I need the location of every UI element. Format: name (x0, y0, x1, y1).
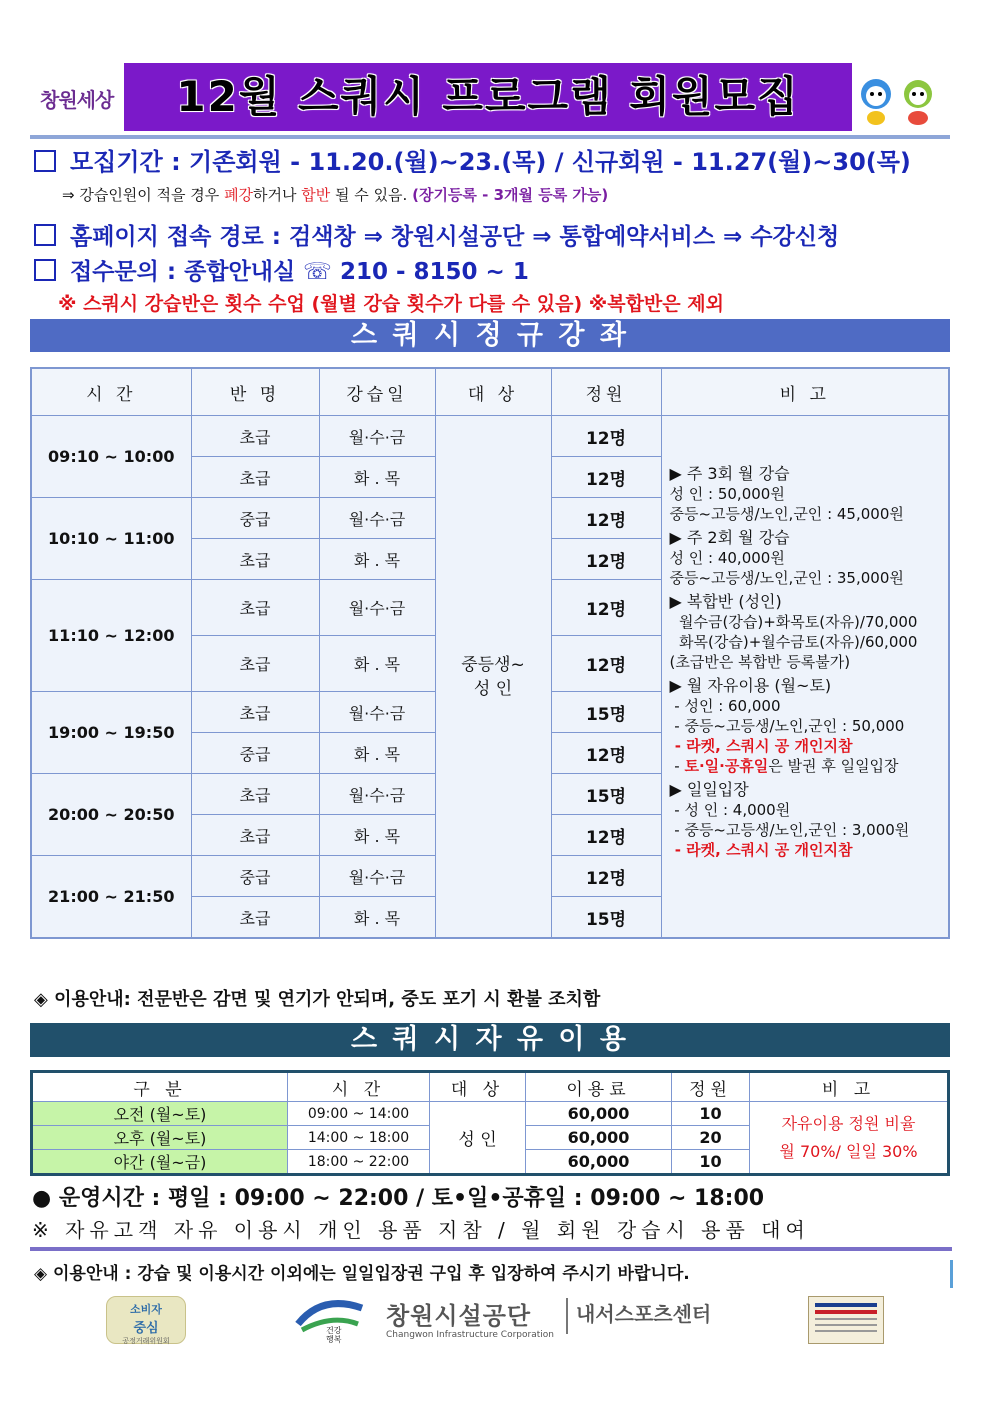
notes-cell: ▶ 주 3회 월 강습 성 인 : 50,000원 중등~고등생/노인,군인 : 45,000원 ▶ 주 2회 월 강습 성 인 : 40,000원 중등~고등생/노인,군인 : 35,000원 ▶ 복합반 (성인) 월수금(강습)+화목토(자유)/70,000 화목(강습)+월수금토(자유)/60,000 (초급반은 복합반 등록불가) ▶ 월 자유이용 (월~토) - 성인 : 60,000 - 중등~고등생/노인,군인 : 50,000 - 라켓, 스쿼시 공 개인지참 - 토·일·공휴일은 발권 후 일일입장 ▶ 일일입장 - 성 인 : 4,000원 - 중등~고등생/노인,군인 : 3,000원 - 라켓, 스쿼시 공 개인지참 (661, 416, 949, 939)
header-days: 강습일 (319, 368, 435, 416)
mascot-icon (856, 72, 944, 126)
regular-table (30, 367, 950, 939)
title-band (124, 63, 852, 131)
days-cell: 화 . 목 (319, 539, 435, 580)
days-cell: 월·수·금 (319, 498, 435, 539)
target-cell: 성 인 (430, 1102, 526, 1175)
page-title: 12월 스쿼시 프로그램 회원모집 (176, 72, 800, 121)
level-cell: 초급 (191, 897, 319, 939)
category-cell: 오후 (월~토) (32, 1126, 288, 1150)
fee-cell: 60,000 (526, 1102, 672, 1126)
title-rule (30, 135, 950, 139)
category-cell: 야간 (월~금) (32, 1150, 288, 1175)
header-capacity: 정원 (672, 1072, 750, 1102)
homepage-path: 홈페이지 접속 경로 : 검색창 ⇒ 창원시설공단 ⇒ 통합예약서비스 ⇒ 수강신청 (34, 218, 839, 251)
days-cell: 월·수·금 (319, 580, 435, 636)
header-target: 대 상 (435, 368, 551, 416)
level-cell: 중급 (191, 498, 319, 539)
notice-refund: ◈ 이용안내: 전문반은 감면 및 연기가 안되며, 중도 포기 시 환불 조치함 (34, 989, 601, 1010)
capacity-cell: 12명 (551, 416, 661, 457)
header-time: 시 간 (288, 1072, 430, 1102)
free-use-table (30, 1070, 950, 1176)
level-cell: 초급 (191, 539, 319, 580)
table-header-row (31, 368, 949, 416)
header-capacity: 정원 (551, 368, 661, 416)
days-cell: 화 . 목 (319, 636, 435, 692)
capacity-cell: 15명 (551, 692, 661, 733)
time-cell: 10:10 ~ 11:00 (31, 498, 191, 580)
days-cell: 월·수·금 (319, 774, 435, 815)
level-cell: 초급 (191, 815, 319, 856)
target-cell: 중등생~ 성 인 (435, 416, 551, 939)
days-cell: 화 . 목 (319, 457, 435, 498)
capacity-cell: 10 (672, 1102, 750, 1126)
org-name: 창원시설공단 (386, 1302, 532, 1330)
org-slogan: 건강 행복 (326, 1326, 342, 1344)
capacity-cell: 12명 (551, 856, 661, 897)
capacity-cell: 15명 (551, 897, 661, 939)
notice-entry: ◈ 이용안내 : 강습 및 이용시간 이외에는 일일입장권 구입 후 입장하여 주시기 바랍니다. (34, 1264, 690, 1284)
table-row (31, 416, 949, 457)
category-cell: 오전 (월~토) (32, 1102, 288, 1126)
regular-banner: 스 쿼 시 정 규 강 좌 (30, 319, 950, 352)
table-row (32, 1102, 949, 1126)
capacity-cell: 12명 (551, 733, 661, 774)
org-english-name: Changwon Infrastructure Corporation (386, 1330, 554, 1340)
consumer-badge: 소비자 중심 공정거래위원회 (106, 1296, 186, 1344)
header-time: 시 간 (31, 368, 191, 416)
center-name: 내서스포츠센터 (576, 1302, 712, 1326)
certificate-icon (808, 1296, 884, 1344)
days-cell: 월·수·금 (319, 856, 435, 897)
capacity-cell: 12명 (551, 580, 661, 636)
header-notes: 비 고 (750, 1072, 949, 1102)
capacity-cell: 12명 (551, 636, 661, 692)
fee-cell: 60,000 (526, 1150, 672, 1175)
level-cell: 초급 (191, 636, 319, 692)
contact-info: 접수문의 : 종합안내실 ☏ 210 - 8150 ~ 1 (34, 253, 529, 286)
recruit-period: 모집기간 : 기존회원 - 11.20.(월)~23.(목) / 신규회원 - 11.27(월)~30(목) (34, 142, 911, 177)
recruit-note: ⇒ 강습인원이 적을 경우 폐강하거나 합반 될 수 있음. (장기등록 - 3개월 등록 가능) (62, 186, 609, 204)
fee-cell: 60,000 (526, 1126, 672, 1150)
level-cell: 중급 (191, 733, 319, 774)
time-cell: 09:10 ~ 10:00 (31, 416, 191, 498)
level-cell: 중급 (191, 856, 319, 897)
capacity-cell: 15명 (551, 774, 661, 815)
level-cell: 초급 (191, 692, 319, 733)
level-cell: 초급 (191, 774, 319, 815)
class-warning: ※ 스쿼시 강습반은 횟수 수업 (월별 강습 횟수가 다를 수 있음) ※복합반은 제외 (58, 293, 724, 315)
operating-hours: ● 운영시간 : 평일 : 09:00 ~ 22:00 / 토•일•공휴일 : 09:00 ~ 18:00 (32, 1186, 765, 1211)
header-class: 반 명 (191, 368, 319, 416)
capacity-cell: 12명 (551, 498, 661, 539)
days-cell: 월·수·금 (319, 416, 435, 457)
capacity-cell: 20 (672, 1126, 750, 1150)
time-cell: 20:00 ~ 20:50 (31, 774, 191, 856)
table-header-row (32, 1072, 949, 1102)
level-cell: 초급 (191, 416, 319, 457)
days-cell: 월·수·금 (319, 692, 435, 733)
level-cell: 초급 (191, 457, 319, 498)
free-banner: 스 쿼 시 자 유 이 용 (30, 1023, 950, 1057)
time-cell: 11:10 ~ 12:00 (31, 580, 191, 692)
time-cell: 18:00 ~ 22:00 (288, 1150, 430, 1175)
cw-logo: 창원세상 (40, 88, 114, 112)
time-cell: 19:00 ~ 19:50 (31, 692, 191, 774)
time-cell: 21:00 ~ 21:50 (31, 856, 191, 939)
free-notes-cell: 자유이용 정원 비율 월 70%/ 일일 30% (750, 1102, 949, 1175)
time-cell: 09:00 ~ 14:00 (288, 1102, 430, 1126)
capacity-cell: 12명 (551, 457, 661, 498)
capacity-cell: 12명 (551, 815, 661, 856)
personal-items-note: ※ 자유고객 자유 이용시 개인 용품 지참 / 월 회원 강습시 용품 대여 (32, 1218, 810, 1242)
notice-box (30, 1260, 953, 1288)
header-target: 대 상 (430, 1072, 526, 1102)
days-cell: 화 . 목 (319, 897, 435, 939)
level-cell: 초급 (191, 580, 319, 636)
header-notes: 비 고 (661, 368, 949, 416)
capacity-cell: 10 (672, 1150, 750, 1175)
divider (566, 1298, 568, 1334)
header-category: 구 분 (32, 1072, 288, 1102)
days-cell: 화 . 목 (319, 815, 435, 856)
days-cell: 화 . 목 (319, 733, 435, 774)
capacity-cell: 12명 (551, 539, 661, 580)
divider (30, 1247, 952, 1251)
time-cell: 14:00 ~ 18:00 (288, 1126, 430, 1150)
header-fee: 이용료 (526, 1072, 672, 1102)
